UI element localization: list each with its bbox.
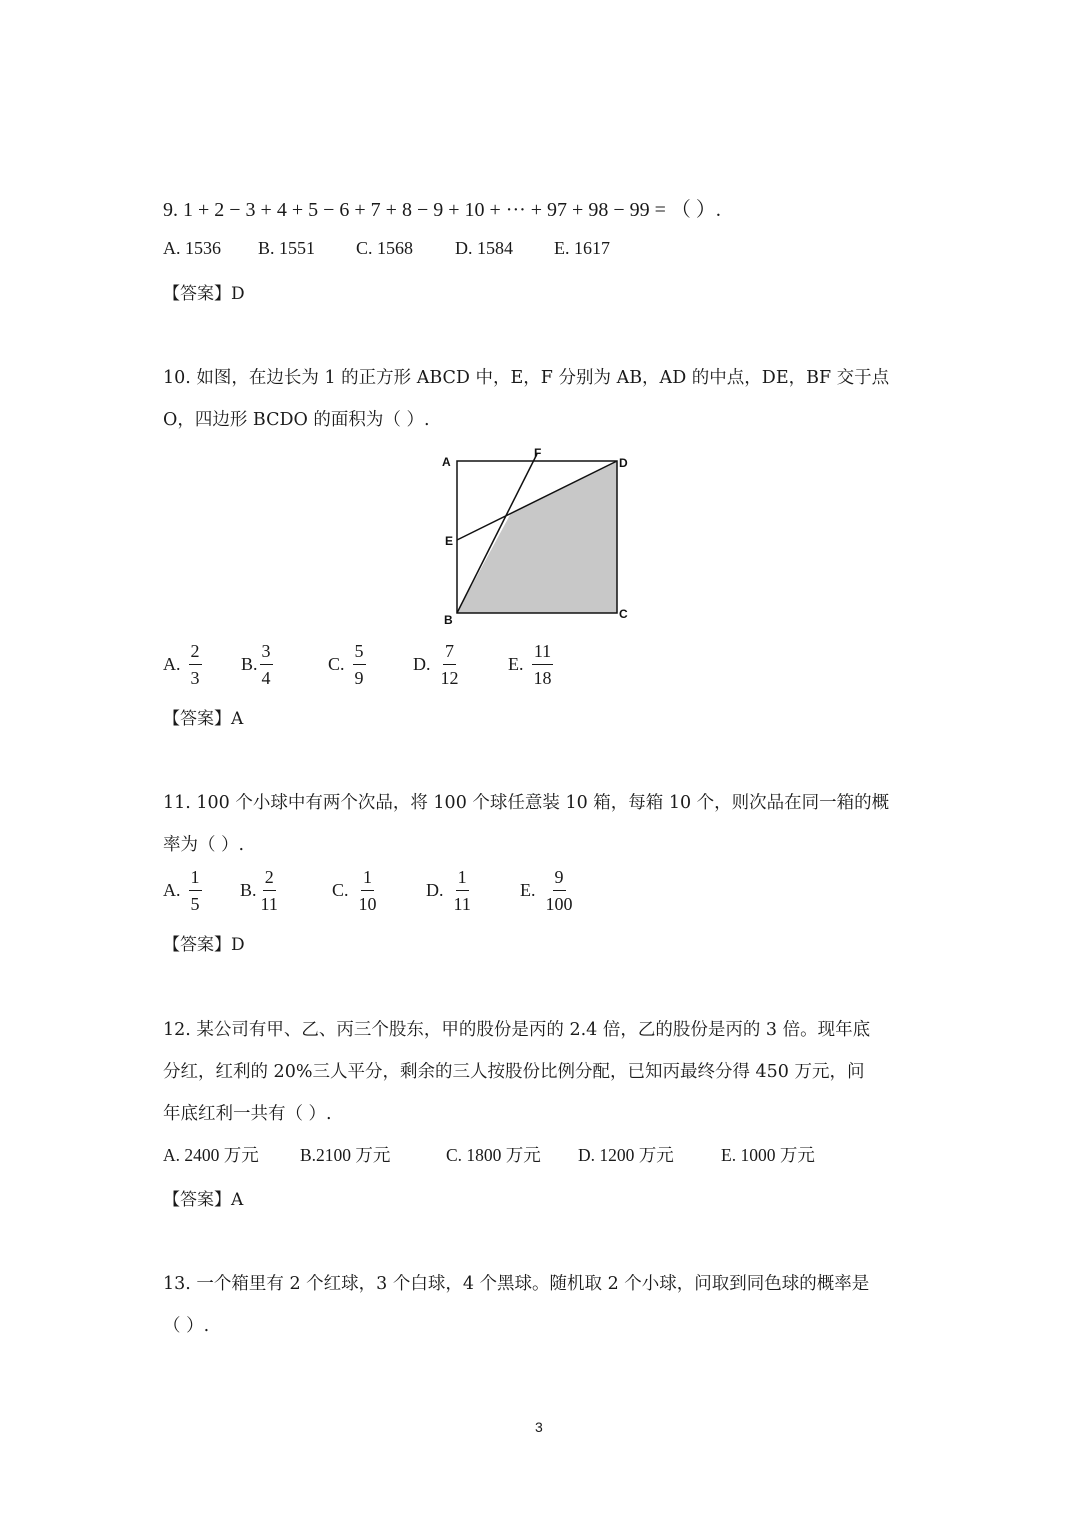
option-letter: D. [426, 880, 444, 900]
label-d: D [619, 456, 628, 470]
label-e: E [445, 534, 454, 548]
q12-stem-line1: 12. 某公司有甲、乙、丙三个股东，甲的股份是丙的 2.4 倍，乙的股份是丙的 3 倍。现年底 [163, 1020, 871, 1040]
q9-option-e: E. 1617 [554, 238, 610, 258]
denominator: 100 [545, 894, 573, 914]
option-letter: E. [508, 654, 524, 674]
numerator: 3 [260, 640, 273, 665]
label-b: B [444, 613, 453, 627]
q10-option-d [413, 640, 461, 689]
q9-stem: 9. 1 + 2 − 3 + 4 + 5 − 6 + 7 + 8 − 9 + 10 + ··· + 97 + 98 − 99 = （ ）. [163, 199, 721, 221]
q9-option-a: A. 1536 [163, 238, 221, 258]
q13-stem-line1: 13. 一个箱里有 2 个红球，3 个白球，4 个黑球。随机取 2 个小球，问取到同色球的概率是 [163, 1274, 870, 1294]
denominator: 18 [533, 668, 552, 688]
numerator: 11 [532, 640, 553, 665]
denominator: 10 [358, 894, 377, 914]
option-letter: D. [413, 654, 431, 674]
numerator: 9 [553, 866, 566, 891]
denominator: 3 [190, 668, 200, 688]
shaded-quadrilateral-bcdo [457, 461, 617, 613]
numerator: 1 [189, 866, 202, 891]
numerator: 5 [353, 640, 366, 665]
q9-option-b: B. 1551 [258, 238, 316, 258]
q10-option-c [328, 640, 366, 689]
denominator: 5 [190, 894, 200, 914]
q10-answer: 【答案】A [163, 709, 244, 729]
denominator: 12 [440, 668, 459, 688]
q10-stem-line2: O，四边形 BCDO 的面积为（ ）. [163, 410, 430, 430]
numerator: 1 [456, 866, 469, 891]
q10-square-figure [440, 447, 640, 627]
denominator: 11 [260, 894, 278, 914]
q11-option-b [240, 866, 280, 915]
option-letter: C. [328, 654, 345, 674]
q11-option-d [426, 866, 473, 915]
option-letter: C. [332, 880, 349, 900]
page-number: 3 [535, 1419, 543, 1435]
option-letter: A. [163, 654, 181, 674]
label-a: A [442, 455, 451, 469]
q11-stem-line1: 11. 100 个小球中有两个次品，将 100 个球任意装 10 箱，每箱 10 个，则次品在同一箱的概 [163, 793, 890, 813]
q10-option-b [241, 640, 273, 689]
q10-option-a [163, 640, 202, 689]
q12-option-e: E. 1000 万元 [721, 1145, 815, 1165]
q13-stem-line2: （ ）. [163, 1316, 210, 1336]
denominator: 4 [261, 668, 271, 688]
q11-stem-line2: 率为（ ）. [163, 835, 245, 855]
label-c: C [619, 607, 628, 621]
q12-option-a: A. 2400 万元 [163, 1145, 259, 1165]
option-letter: B. [240, 880, 257, 900]
option-letter: B. [241, 654, 258, 674]
q10-option-e [508, 640, 554, 689]
option-letter: A. [163, 880, 181, 900]
q10-stem-line1: 10. 如图，在边长为 1 的正方形 ABCD 中，E，F 分别为 AB，AD 的中点，DE，BF 交于点 [163, 368, 890, 388]
numerator: 1 [361, 866, 374, 891]
numerator: 2 [189, 640, 202, 665]
q11-option-a [163, 866, 202, 915]
denominator: 9 [354, 668, 364, 688]
q12-option-c: C. 1800 万元 [446, 1145, 541, 1165]
label-f: F [534, 447, 542, 460]
q12-option-b: B.2100 万元 [300, 1145, 391, 1165]
numerator: 7 [443, 640, 456, 665]
q12-stem-line2: 分红，红利的 20%三人平分，剩余的三人按股份比例分配，已知丙最终分得 450 万元，问 [163, 1062, 865, 1082]
q9-option-c: C. 1568 [356, 238, 414, 258]
numerator: 2 [263, 866, 276, 891]
denominator: 11 [453, 894, 471, 914]
q12-stem-line3: 年底红利一共有（ ）. [163, 1104, 332, 1124]
q9-option-d: D. 1584 [455, 238, 513, 258]
q9-answer: 【答案】D [163, 284, 245, 304]
option-letter: E. [520, 880, 536, 900]
q11-option-c [332, 866, 379, 915]
q12-option-d: D. 1200 万元 [578, 1145, 674, 1165]
q12-answer: 【答案】A [163, 1190, 244, 1210]
q11-answer: 【答案】D [163, 935, 245, 955]
q11-option-e [520, 866, 575, 915]
